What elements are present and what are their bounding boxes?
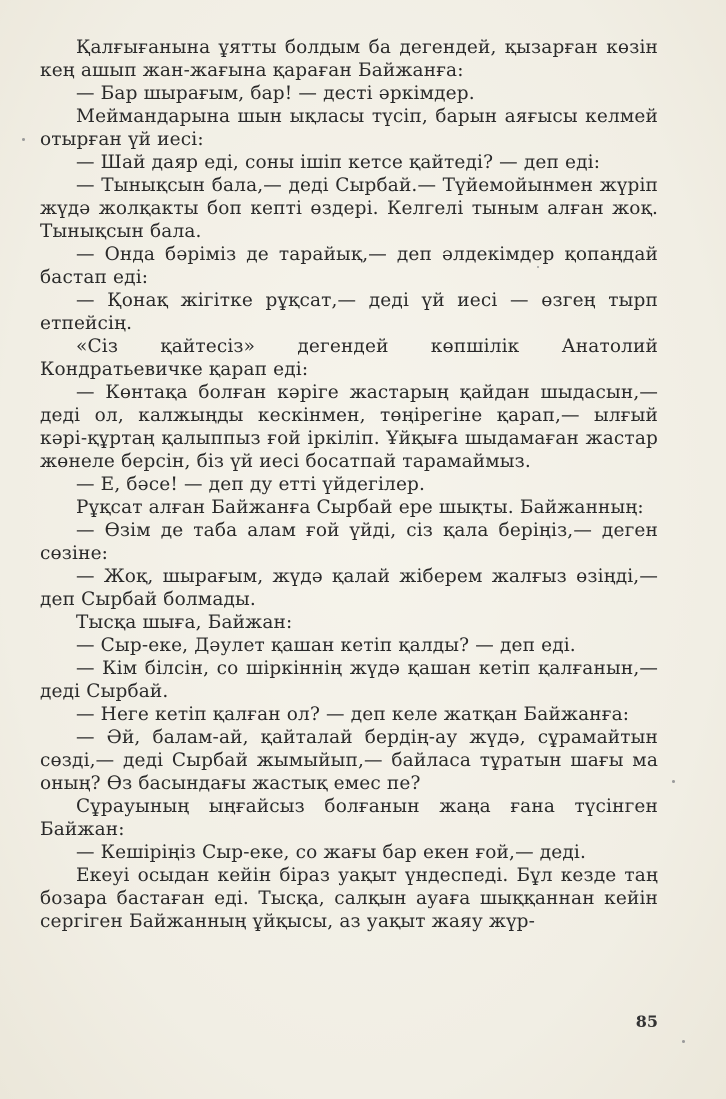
page-text [40,36,658,933]
paragraph: — Бар шырағым, бар! — десті әркімдер. [76,83,475,104]
paragraph: — Кім білсін, со шіркіннің жүдә қашан кетіп қалғанын,— деді Сырбай. [40,658,658,702]
paragraph: Меймандарына шын ықласы түсіп, барын аяғысы келмей отырған үй иесі: [40,106,658,150]
paper-speck [682,1040,685,1043]
paragraph: — Шай даяр еді, соны ішіп кетсе қайтеді? — деп еді: [76,152,601,173]
paragraph: — Жоқ, шырағым, жүдә қалай жіберем жалғыз өзіңді,— деп Сырбай болмады. [40,566,658,610]
paper-speck [537,266,539,268]
paragraph: — Көнтақа болған кәріге жастарың қайдан шыдасын,— деді ол, калжыңды кескінмен, төңірегіне қарап,— ылғый кәрі-құртаң қалыппыз ғой іркіліп. Ұйқыға шыдамаған жастар жөнеле берсін, біз үй иесі босатпай тарамаймыз. [40,382,658,472]
paragraph: — Өзім де таба алам ғой үйді, сіз қала беріңіз,— деген сөзіне: [40,520,658,564]
paragraph: Рұқсат алған Байжанға Сырбай ере шықты. Байжанның: [76,497,644,518]
paragraph: Қалғығанына ұятты болдым ба дегендей, қызарған көзін кең ашып жан-жағына қараған Байжанға: [40,37,658,81]
paragraph: — Қонақ жігітке рұқсат,— деді үй иесі — өзгең тырп етпейсің. [40,290,658,334]
paper-speck [672,780,675,783]
paragraph: Тысқа шыға, Байжан: [76,612,293,633]
paragraph: — Сыр-еке, Дәулет қашан кетіп қалды? — деп еді. [76,635,576,656]
paragraph: — Кешіріңіз Сыр-еке, со жағы бар екен ғой,— деді. [76,842,587,863]
paragraph: — Онда бәріміз де тарайық,— деп әлдекімдер қопаңдай бастап еді: [40,244,658,288]
page-number: 85 [635,1012,658,1031]
paragraph: Екеуі осыдан кейін біраз уақыт үндеспеді. Бұл кезде таң бозара бастаған еді. Тысқа, салқын ауаға шыққаннан кейін сергіген Байжанның ұйқысы, аз уақыт жаяу жүр- [40,865,658,932]
paragraph: — Тынықсын бала,— деді Сырбай.— Түйемойынмен жүріп жүдә жолқакты боп кепті өздері. Келгелі тыным алған жоқ. Тынықсын бала. [40,175,658,242]
paragraph: Сұрауының ыңғайсыз болғанын жаңа ғана түсінген Байжан: [40,796,658,840]
paragraph: — Е, бәсе! — деп ду етті үйдегілер. [76,474,426,495]
paper-speck [22,138,25,141]
paragraph: — Неге кетіп қалған ол? — деп келе жатқан Байжанға: [76,704,630,725]
paragraph: «Сіз қайтесіз» дегендей көпшілік Анатолий Кондратьевичке қарап еді: [40,336,658,380]
paragraph: — Әй, балам-ай, қайталай бердің-ау жүдә, сұрамайтын сөзді,— деді Сырбай жымыйып,— байласа тұратын шағы ма оның? Өз басындағы жастық емес пе? [40,727,658,794]
